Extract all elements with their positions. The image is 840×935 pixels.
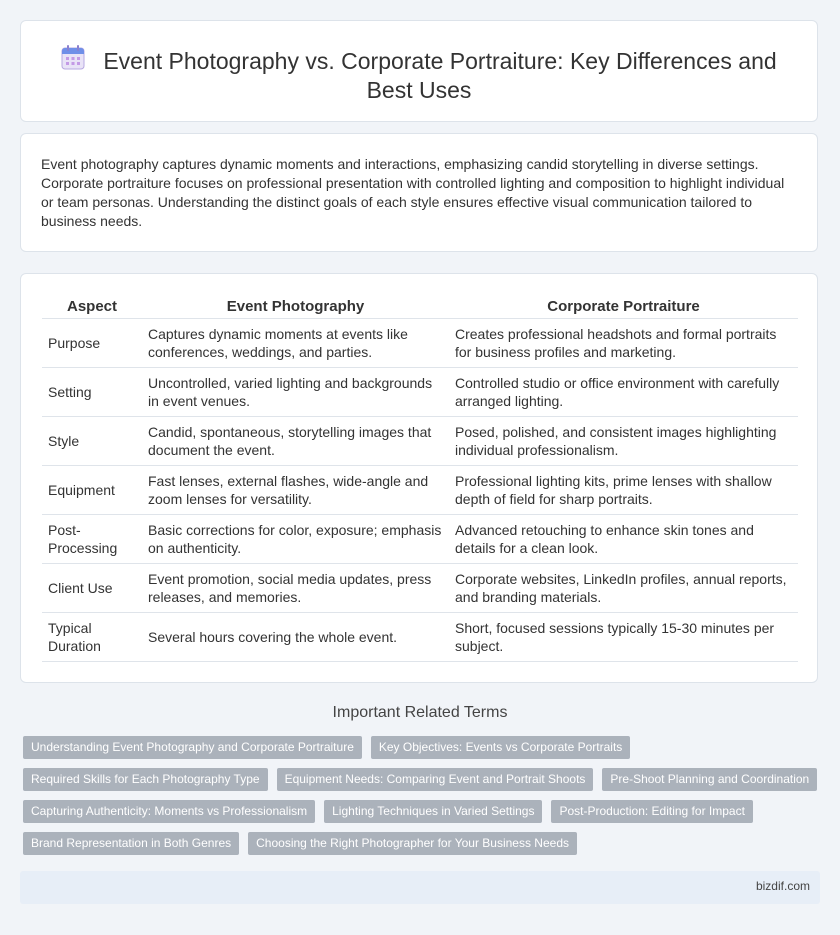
related-term-tag[interactable]: Required Skills for Each Photography Type: [23, 768, 268, 791]
header-corporate-portraiture: Corporate Portraiture: [449, 294, 798, 319]
aspect-cell: Client Use: [42, 564, 142, 613]
related-term-tag[interactable]: Capturing Authenticity: Moments vs Professionalism: [23, 800, 315, 823]
header-aspect: Aspect: [42, 294, 142, 319]
corporate-cell: Corporate websites, LinkedIn profiles, annual reports, and branding materials.: [449, 564, 798, 613]
aspect-cell: Typical Duration: [42, 613, 142, 662]
footer: [20, 871, 820, 904]
event-cell: Event promotion, social media updates, press releases, and memories.: [142, 564, 449, 613]
tag-row: [23, 768, 823, 791]
intro-card: [20, 133, 818, 252]
table-row: [42, 466, 798, 515]
page-title: Event Photography vs. Corporate Portraiture: Key Differences and Best Uses: [103, 48, 777, 103]
event-cell: Basic corrections for color, exposure; emphasis on authenticity.: [142, 515, 449, 564]
related-term-tag[interactable]: Pre-Shoot Planning and Coordination: [602, 768, 817, 791]
corporate-cell: Creates professional headshots and formal portraits for business profiles and marketing.: [449, 319, 798, 368]
related-term-tag[interactable]: Choosing the Right Photographer for Your Business Needs: [248, 832, 577, 855]
event-cell: Fast lenses, external flashes, wide-angle and zoom lenses for versatility.: [142, 466, 449, 515]
aspect-cell: Post-Processing: [42, 515, 142, 564]
aspect-cell: Style: [42, 417, 142, 466]
related-terms-title: Important Related Terms: [332, 704, 508, 721]
table-row: [42, 564, 798, 613]
event-cell: Captures dynamic moments at events like conferences, weddings, and parties.: [142, 319, 449, 368]
aspect-cell: Equipment: [42, 466, 142, 515]
corporate-cell: Professional lighting kits, prime lenses with shallow depth of field for sharp portraits.: [449, 466, 798, 515]
tag-row: [23, 736, 823, 759]
table-row: [42, 368, 798, 417]
site-name[interactable]: bizdif.com: [755, 879, 810, 893]
aspect-cell: Purpose: [42, 319, 142, 368]
page-title-container: [51, 45, 787, 105]
calendar-icon: [61, 45, 85, 71]
header-event-photography: Event Photography: [142, 294, 449, 319]
related-term-tag[interactable]: Understanding Event Photography and Corporate Portraiture: [23, 736, 362, 759]
related-term-tag[interactable]: Brand Representation in Both Genres: [23, 832, 239, 855]
intro-paragraph: Event photography captures dynamic moments and interactions, emphasizing candid storytelling in diverse settings. Corporate portraiture focuses on professional presentation with controlled lighting and composition to highlight individual or team personas. Understanding the distinct goals of each style ensures effective visual communication tailored to business needs.: [41, 156, 785, 229]
related-term-tag[interactable]: Key Objectives: Events vs Corporate Portraits: [371, 736, 630, 759]
header-card: [20, 20, 818, 122]
corporate-cell: Controlled studio or office environment with carefully arranged lighting.: [449, 368, 798, 417]
event-cell: Candid, spontaneous, storytelling images that document the event.: [142, 417, 449, 466]
related-terms-list: [23, 736, 823, 864]
table-row: [42, 417, 798, 466]
event-cell: Several hours covering the whole event.: [142, 613, 449, 662]
comparison-table-card: [20, 273, 818, 683]
related-term-tag[interactable]: Equipment Needs: Comparing Event and Portrait Shoots: [277, 768, 594, 791]
aspect-cell: Setting: [42, 368, 142, 417]
related-term-tag[interactable]: Lighting Techniques in Varied Settings: [324, 800, 542, 823]
tag-row: [23, 832, 823, 855]
table-row: [42, 613, 798, 662]
table-header-row: [42, 294, 798, 319]
corporate-cell: Advanced retouching to enhance skin tones and details for a clean look.: [449, 515, 798, 564]
related-term-tag[interactable]: Post-Production: Editing for Impact: [551, 800, 752, 823]
tag-row: [23, 800, 823, 823]
corporate-cell: Short, focused sessions typically 15-30 minutes per subject.: [449, 613, 798, 662]
table-row: [42, 515, 798, 564]
event-cell: Uncontrolled, varied lighting and backgrounds in event venues.: [142, 368, 449, 417]
corporate-cell: Posed, polished, and consistent images highlighting individual professionalism.: [449, 417, 798, 466]
table-row: [42, 319, 798, 368]
comparison-table: [42, 294, 798, 662]
